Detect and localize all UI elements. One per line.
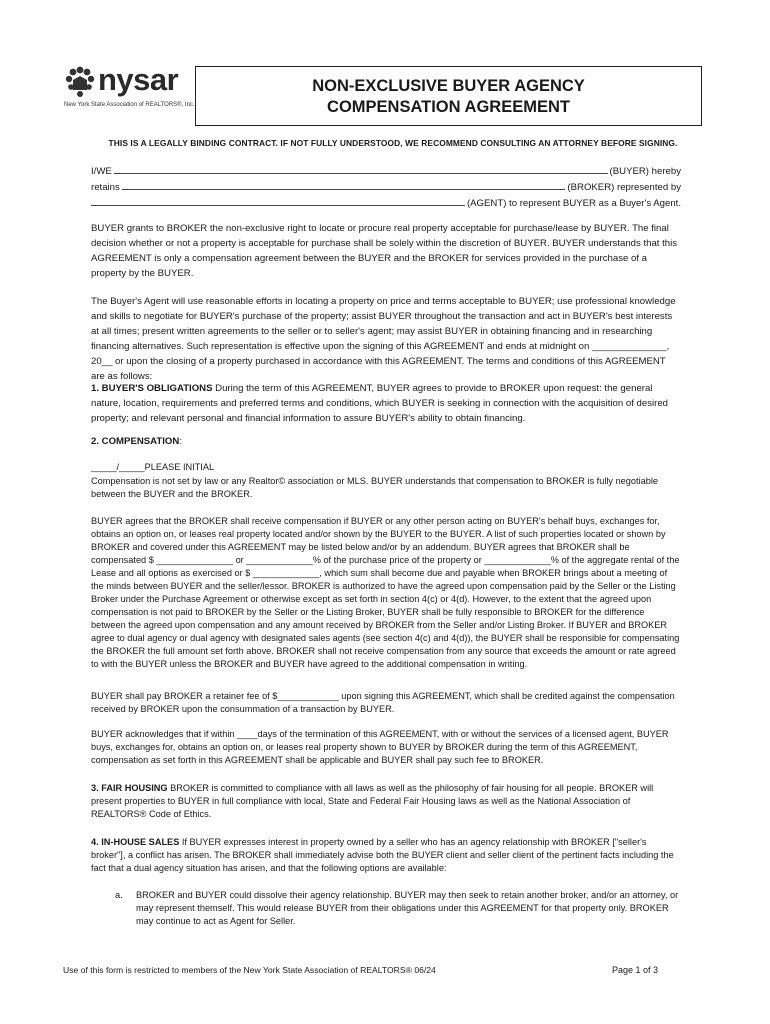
- parties-block: [91, 164, 681, 212]
- document-title-box: [195, 66, 702, 126]
- nysar-logo-mark-icon: [64, 66, 96, 98]
- section-3-text: BROKER is committed to compliance with all laws as well as the philosophy of fair housing for all people. BROKER will present properties to BUYER in full compliance with local, State and Federal Fair Housing laws as well as the National Association of REALTORS® Code of Ethics.: [91, 783, 654, 819]
- buyer-line: [91, 164, 681, 180]
- section-3-heading: 3. FAIR HOUSING: [91, 783, 168, 793]
- agent-line-suffix: (AGENT) to represent BUYER as a Buyer's Agent.: [466, 198, 681, 209]
- agent-effort-paragraph: The Buyer's Agent will use reasonable efforts in locating a property on price and terms acceptable to BUYER; use professional knowledge and skills to negotiate for BUYER's purchase of the property; assist BUYER throughout the transaction and act in BUYER's best interests at all times; present written agreements to the seller or to seller's agent; may assist BUYER in obtaining financing and in researching financing alternatives. Such representation is effective upon the signing of this AGREEMENT and ends at midnight on ______________, 20__ or upon the closing of a property purchased in accordance with this AGREEMENT. The terms and conditions of this AGREEMENT are as follows:: [91, 296, 676, 382]
- section-2-heading: 2. COMPENSATION: [91, 436, 180, 447]
- broker-line-prefix: retains: [91, 182, 120, 193]
- section-4-in-house-sales: [91, 836, 681, 875]
- agent-name-field[interactable]: [91, 196, 465, 206]
- acknowledge-paragraph: BUYER acknowledges that if within ____days of the termination of this AGREEMENT, with or without the services of a licensed agent, BUYER buys, exchanges for, obtains an option on, or leases real property shown to BUYER by BROKER during the term of this AGREEMENT, compensation as set forth in this AGREEMENT shall be applicable and BUYER shall pay such fee to BROKER.: [91, 729, 669, 765]
- section-3-fair-housing: [91, 782, 681, 821]
- section-4-text: If BUYER expresses interest in property owned by a seller who has an agency relationship with BROKER ["seller's broker"], a conflict has arisen. The BROKER shall immediately advise both the BUYER client and seller client of the pertinent facts including the fact that a dual agency situation has arisen, and that the following options are available:: [91, 837, 674, 873]
- nysar-logo: [62, 62, 195, 110]
- logo-wordmark: nysar: [98, 62, 179, 97]
- initial-line: _____/_____PLEASE INITIAL: [91, 462, 215, 472]
- option-a-text: BROKER and BUYER could dissolve their agency relationship. BUYER may then seek to retain another broker, and/or an attorney, or may represent themself. This would release BUYER from their obligations under this AGREEMENT for that property only. BROKER may continue to act as Agent for Seller.: [136, 890, 679, 926]
- section-1-text: During the term of this AGREEMENT, BUYER agrees to provide to BROKER upon request: the general nature, location, requirements and preferred terms and conditions, which BUYER is seeking in connection with the acquisition of desired property; and relevant personal and financial information to assure BUYER's ability to obtain financing.: [91, 383, 669, 424]
- logo-subtitle: New York State Association of REALTORS®, Inc.: [64, 102, 195, 108]
- section-2-heading-line: 2. COMPENSATION:: [91, 436, 182, 447]
- broker-line: [91, 180, 681, 196]
- compensation-terms-paragraph: BUYER agrees that the BROKER shall receive compensation if BUYER or any other person acting on BUYER's behalf buys, exchanges for, obtains an option on, or leases real property located and/or shown by the BUYER to the BUYER. A list of such properties located or shown by BROKER and covered under this AGREEMENT may be listed below and/or by an addendum. BUYER agrees that BROKER shall be compensated $ _______________ or _____________% of the purchase price of the property or _____________% of the aggregate rental of the Lease and all options as exercised or $ _____________, which sum shall become due and payable when BROKER brings about a meeting of the minds between BUYER and the seller/lessor. BROKER is authorized to have the agreed upon compensation paid by the Seller or the Listing Broker under the Purchase Agreement or otherwise except as set forth in section 4(c) or 4(d). However, to the extent that the agreed upon compensation is not paid to BROKER by the Seller or the Listing Broker, BUYER shall be fully responsible to BROKER for the difference between the agreed upon compensation and any amount received by BROKER from the Seller and/or Listing Broker. If BUYER and BROKER agree to dual agency or dual agency with designated sales agents (see section 4(c) and 4(d)), the BUYER shall be responsible for compensating the BROKER the full amount set forth above. BROKER shall not receive compensation from any source that exceeds the amount or rate agreed to with the BUYER unless the BROKER and BUYER have agreed to the additional compensation in writing.: [91, 516, 680, 669]
- legal-notice: THIS IS A LEGALLY BINDING CONTRACT. IF NOT FULLY UNDERSTOOD, WE RECOMMEND CONSULTING AN ATTORNEY BEFORE SIGNING.: [108, 138, 678, 148]
- option-a-label: a.: [115, 890, 123, 900]
- buyer-line-suffix: (BUYER) hereby: [609, 166, 681, 177]
- document-title-line2: COMPENSATION AGREEMENT: [327, 98, 570, 116]
- section-4-heading: 4. IN-HOUSE SALES: [91, 837, 180, 847]
- document-title-line1: NON-EXCLUSIVE BUYER AGENCY: [312, 77, 585, 95]
- footer-page-number: Page 1 of 3: [612, 965, 659, 975]
- retainer-paragraph: BUYER shall pay BROKER a retainer fee of $____________ upon signing this AGREEMENT, which shall be credited against the compensation received by BROKER upon the consummation of a transaction by BUYER.: [91, 691, 675, 714]
- section-1-heading: 1. BUYER'S OBLIGATIONS: [91, 383, 213, 394]
- option-a: [91, 889, 681, 928]
- grant-paragraph: BUYER grants to BROKER the non-exclusive right to locate or procure real property acceptable for purchase/lease by BUYER. The final decision whether or not a property is acceptable for purchase shall be solely within the discretion of BUYER. BUYER understands that this AGREEMENT is only a compensation agreement between the BUYER and the BROKER for services provided in the purchase of a property by the BUYER.: [91, 223, 678, 279]
- buyer-line-prefix: I/WE: [91, 166, 112, 177]
- broker-line-suffix: (BROKER) represented by: [567, 182, 681, 193]
- broker-name-field[interactable]: [122, 180, 566, 190]
- section-1-buyer-obligations: [91, 381, 681, 426]
- footer-usage-note: Use of this form is restricted to members of the New York State Association of REALTORS® 06/24: [63, 965, 436, 975]
- buyer-name-field[interactable]: [114, 164, 608, 174]
- negotiable-paragraph: Compensation is not set by law or any Realtor© association or MLS. BUYER understands that compensation to BROKER is fully negotiable between the BUYER and the BROKER.: [91, 476, 658, 499]
- agent-line: [91, 196, 681, 212]
